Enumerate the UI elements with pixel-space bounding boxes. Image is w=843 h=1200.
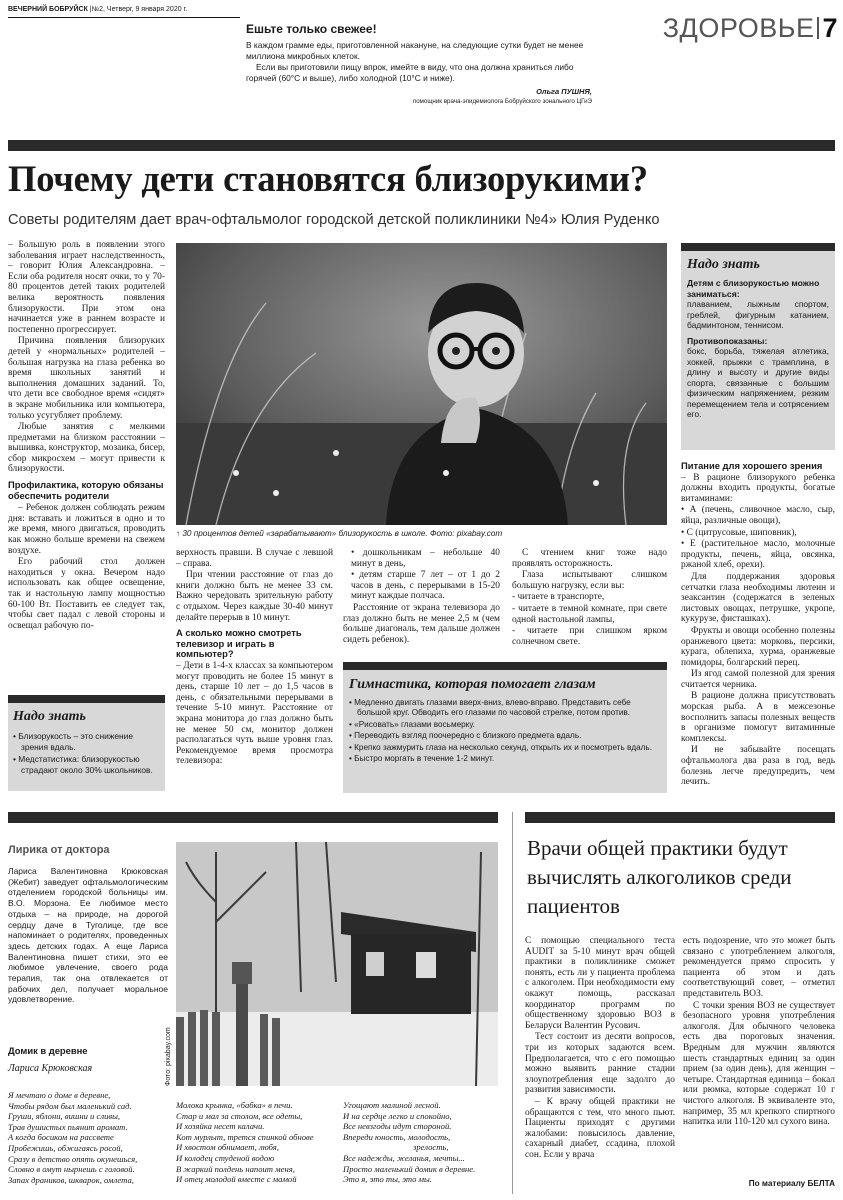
- box-rule: [8, 695, 165, 703]
- poem-line: А когда босиком на рассвете: [8, 1132, 114, 1143]
- poem-author: Лариса Крюковская: [8, 1063, 93, 1074]
- subheading: Питание для хорошего зрения: [681, 460, 823, 471]
- subheading: А сколько можно смотреть телевизор и играть в компьютер?: [176, 627, 302, 660]
- article2-column-2: [683, 936, 835, 1172]
- lyric-intro: Лариса Валентиновна Крюковская (Жебит) заведует офтальмологическим отделением городской больницы им. В.О. Морзона. Ее любимое место отдыха – на природе, на дорогой сердцу даче в Туголице, где все напоминает о родителях, проведенных здесь детских годах. А еще Лариса Валентиновна пишет стихи, это ее любимое увлечение, своего рода терапия, так она отвлекается от рабочих дел, получает моральное удовлетворение.: [8, 866, 168, 1005]
- tip-box: [246, 22, 592, 122]
- article-column-1: [8, 240, 165, 631]
- tip-author: Ольга ПУШНЯ,: [536, 87, 592, 96]
- poem-line: И хвостом обнимает, любя,: [176, 1142, 279, 1153]
- article-title: Почему дети становятся близорукими?: [8, 158, 648, 199]
- paragraph: Его рабочий стол должен находиться у окна. Вечером надо использовать как общее освещение, так и настольную лампу мощностью 60-100 Вт. Поставить ее следует так, чтобы свет падал с левой стороны и освещал рабочую по-: [8, 557, 165, 631]
- child-photo: [176, 243, 667, 525]
- article-subtitle: Советы родителям дает врач-офтальмолог городской детской поликлиники №4» Юлия Руденко: [8, 212, 660, 228]
- list-item: • А (печень, сливочное масло, сыр, яйца, различные овощи),: [681, 505, 835, 526]
- poem-stanza-1: [8, 1090, 168, 1194]
- section-title: [660, 12, 838, 44]
- paragraph: – К врачу общей практики не обращаются с тем, что много пьют. Пациенты приходят с другими жалобами: повысилось давление, сахарный диабет, ссадина, плохой сон. Если у врача: [525, 1096, 675, 1160]
- house-photo: [176, 842, 498, 1086]
- paper-name: ВЕЧЕРНИЙ БОБРУЙСК: [8, 6, 88, 13]
- paragraph: Причина появления близоруких детей у «нормальных» родителей – большая нагрузка на глаза ребенка во время школьных занятий и выполнения домашних заданий. То, что дети все свободное время «сидят» в экране мобильника или компьютера, только усугубляет проблему.: [8, 336, 165, 421]
- nutrition-column: [681, 461, 835, 796]
- poem-line: Это я, это ты, это мы.: [343, 1174, 433, 1185]
- poem-line: В жаркий полдень напоит меня,: [176, 1163, 295, 1174]
- paragraph: Любые занятия с мелкими предметами на близком расстоянии – вышивка, конструктор, мозаика, бисер, сбор микросхем – могут привести к близорукости.: [8, 422, 165, 475]
- article2-source: По материалу БЕЛТА: [748, 1179, 835, 1188]
- know-subheading: Противопоказаны:: [687, 335, 768, 346]
- list-item: • дошкольникам – небольше 40 минут в день,: [351, 548, 500, 569]
- poem-line: зрелость,: [413, 1142, 449, 1153]
- list-item: - читаете в темной комнате, при свете одной настольной лампы,: [512, 603, 667, 625]
- list-item: • детям старше 7 лет – от 1 до 2 часов в день, с перерывами в 15-20 минут каждые полчаса.: [351, 570, 500, 602]
- paragraph: Расстояние от экрана телевизора до глаз должно быть не менее 2,5 м (чем больше диагональ, тем дальше должен сидеть ребенок).: [343, 602, 500, 645]
- poem-line: Просто маленький домик в деревне.: [343, 1163, 476, 1174]
- know-text: бокс, борьба, тяжелая атлетика, хоккей, прыжки с трамплина, в длину и высоту и другие виды спорта, связанные с большим физическим напряжением, резким перемещением тела и сотрясением его.: [687, 346, 829, 419]
- paragraph: есть подозрение, что это может быть связано с употреблением алкоголя, рекомендуется прямо спросить у пациента об этом и дать соответствующий совет, – отметил представитель ВОЗ.: [683, 936, 835, 999]
- section-name: ЗДОРОВЬЕ: [662, 13, 815, 43]
- know-box-title: Надо знать: [687, 257, 760, 272]
- article-column-3: [343, 548, 500, 658]
- poem-line: Стар и мал за столом, все одеты,: [176, 1110, 303, 1121]
- poem-line: И хозяйка несет калачи.: [176, 1121, 265, 1132]
- lyric-rule: [8, 812, 498, 823]
- poem-line: Впереди юность, молодость,: [343, 1131, 451, 1142]
- photo-illustration: [176, 243, 667, 525]
- poem-line: Кот мурлыт, трется спинкой обнове: [176, 1131, 314, 1142]
- paragraph: – В рационе близорукого ребенка должны входить продукты, богатые витаминами:: [681, 472, 835, 504]
- paragraph: При чтении расстояние от глаз до книги должно быть не менее 33 см. Важно чередовать зрительную работу с отдыхом. Через каждые 30-40 минут делайте перерыв в 10 минут.: [176, 570, 333, 623]
- paragraph: Фрукты и овощи особенно полезны оранжевого цвета: морковь, персики, курага, облепиха, хурма, оранжевые помидоры, болгарский перец.: [681, 625, 835, 668]
- article-column-2: [176, 548, 333, 793]
- paragraph: Из ягод самой полезной для зрения считается черника.: [681, 669, 835, 690]
- paragraph: Глаза испытывают слишком большую нагрузку, если вы:: [512, 570, 667, 591]
- list-item: • Е (растительное масло, молочные продукты, печень, яйца, овсянка, ржаной хлеб, орехи).: [681, 539, 835, 571]
- paragraph: – Дети в 1-4-х классах за компьютером могут проводить не более 15 минут в день, старше 10 лет – до 1,5 часов в день, с обязательными перерывами в течение 5-10 минут. Расстояние от экрана монитора до глаз должно быть не менее 50 см, монитор должен располагаться чуть выше уровня глаз. Рекомендуемое время просмотра телевизора:: [176, 660, 333, 767]
- know-item: • Близорукость – это снижение зрения вдаль.: [13, 731, 134, 752]
- know-box-title: Надо знать: [13, 709, 86, 724]
- top-rule: [8, 140, 835, 151]
- paragraph: С помощью специального теста AUDIT за 5-10 минут врач общей практики в поликлинике сможет понять, есть ли у пациента проблема с алкоголем. При необходимости ему окажут помощь, рассказал координатор программ по общественному здоровью ВОЗ в Беларуси Валентин Русович.: [525, 936, 675, 1031]
- know-text: плаванием, лыжным спортом, греблей, фигурным катанием, бадминтоном, теннисом.: [687, 299, 829, 330]
- photo-caption: ↑ 30 процентов детей «зарабатывают» близорукость в школе. Фото: pixabay.com: [176, 529, 503, 538]
- poem-line: Груши, яблони, вишни и сливы,: [8, 1111, 121, 1122]
- box-rule: [681, 243, 835, 251]
- paragraph: Для поддержания здоровья сетчатки глаза необходимы лютеин и зеаксантин (содержатся в зеленых листовых овощах, петрушке, укропе, кукурузе, фисташках).: [681, 571, 835, 625]
- box-rule: [343, 662, 667, 670]
- poem-line: Все невзгоды идут стороной.: [343, 1121, 452, 1132]
- poem-stanza-2: [176, 1100, 336, 1194]
- poem-line: Чтобы рядом был маленький сад.: [8, 1100, 132, 1111]
- poem-line: Пробежишь, обжигаясь росой,: [8, 1142, 123, 1153]
- paragraph: верхность правши. В случае с левшой – справа.: [176, 548, 333, 569]
- paragraph: – Большую роль в появлении этого заболевания играет наследственность, – говорит Юлия Александровна. – Если оба родителя носят очки, то у 70-80 процентов детей таких родителей велика вероятность появления близорукости. При этом она начинается уже в раннем возрасте и постепенно прогрессирует.: [8, 240, 165, 335]
- article2-column-1: [525, 936, 675, 1188]
- photo-credit-text: Фото: pixabay.com: [165, 1027, 172, 1086]
- article2-title: Врачи общей практики будут вычислять алкоголиков среди пациентов: [527, 836, 792, 918]
- article2-rule: [525, 812, 835, 823]
- tip-text-2: Если вы приготовили пищу впрок, имейте в виду, что она должна храниться либо горячей (60°С и выше), либо холодной (10°С и ниже).: [246, 62, 574, 83]
- paragraph: И не забывайте посещать офтальмолога два раза в год, ведь болезнь легче предупредить, чем лечить.: [681, 745, 835, 788]
- poem-line: И на сердце легко и спокойно,: [343, 1110, 452, 1121]
- paragraph: – Ребенок должен соблюдать режим дня: вставать и ложиться в одно и то же время, много двигаться, проводить как можно больше времени на свежем воздухе.: [8, 503, 165, 556]
- poem-line: Запах драников, шкварок, омлета,: [8, 1174, 134, 1185]
- issue-info: |№2, Четверг, 9 января 2020 г.: [89, 6, 188, 13]
- poem-line: Сразу в детство опять окунешься,: [8, 1153, 138, 1164]
- page-number: 7: [822, 13, 838, 43]
- poem-line: И отец молодой вместе с мамой: [176, 1174, 297, 1185]
- gym-item: • Крепко зажмурить глаза на несколько секунд, открыть их и посмотреть вдаль.: [349, 742, 652, 752]
- tip-author-role: помощник врача-эпидемиолога Бобруйского зонального ЦГиЭ: [412, 98, 592, 105]
- poem-line: Я мечтаю о доме в деревне,: [8, 1090, 111, 1100]
- gym-item: • Быстро моргать в течение 1-2 минут.: [349, 754, 495, 764]
- poem-line: Трав душистых пьянит аромат.: [8, 1121, 128, 1132]
- poem-line: Словно в омут нырнешь с головой.: [8, 1164, 135, 1175]
- tip-text-1: В каждом грамме еды, приготовленной накануне, на следующие сутки будет не менее миллиона микробных клеток.: [246, 40, 584, 61]
- article-column-4: [512, 548, 667, 658]
- photo-illustration: [176, 842, 498, 1086]
- poem-line: Угощают малиной лесной.: [343, 1100, 441, 1110]
- list-item: • С (цитрусовые, шиповник),: [681, 527, 797, 538]
- poem-line: И колодец студеной водою: [176, 1152, 275, 1163]
- know-box-left: [8, 695, 165, 791]
- list-item: - читаете в транспорте,: [512, 592, 605, 603]
- list-item: - читаете при слишком ярком солнечном свете.: [512, 626, 667, 647]
- know-item: • Медстатистика: близорукостью страдают около 30% школьников.: [13, 754, 153, 775]
- poem-line: Все надежды, желанья, мечты...: [343, 1152, 465, 1163]
- gym-item: • Переводить взгляд поочередно с близкого предмета вдаль.: [349, 731, 582, 741]
- poem-line: Молока крынка, «бабка» в печи.: [176, 1100, 293, 1110]
- paragraph: Тест состоит из десяти вопросов, три из которых задаются всем. Предполагается, что с его помощью можно выявить ранние стадии злоупотребления еще задолго до развития зависимости.: [525, 1032, 675, 1096]
- know-subheading: Детям с близорукостью можно заниматься:: [687, 278, 820, 299]
- gymnastics-title: Гимнастика, которая помогает глазам: [349, 677, 596, 692]
- know-box-right: [681, 243, 835, 450]
- gym-item: • «Рисовать» глазами восьмерку.: [349, 719, 475, 729]
- gym-item: • Медленно двигать глазами вверх-вниз, влево-вправо. Представить себе большой круг. Обводить его глазами по часовой стрелке, потом против.: [349, 698, 631, 718]
- lyric-rubric: Лирика от доктора: [8, 844, 110, 856]
- paragraph: С точки зрения ВОЗ не существует безопасного уровня употребления алкоголя. Для обычного человека есть два пороговых значения. Вредным для мужчин являются шесть стандартных единиц за один прием (за один день), для женщин – четыре. Стандартная единица – бокал или рюмка, которые содержат 10 г чистого алкоголя. В эквиваленте это, например, 35 мл крепкого спиртного напитка или 110-120 мл сухого вина.: [683, 1000, 835, 1128]
- tip-title: Ешьте только свежее!: [246, 22, 377, 36]
- poem-stanza-3: [343, 1100, 503, 1194]
- poem-title: Домик в деревне: [8, 1045, 88, 1056]
- masthead-rule: [8, 17, 240, 18]
- section-divider: [512, 812, 513, 1194]
- gymnastics-box: [343, 662, 667, 793]
- paragraph: С чтением книг тоже надо проявлять осторожность.: [512, 548, 667, 569]
- paragraph: В рационе должна присутствовать морская рыба. А в межсезонье восполнить запасы полезных веществ в организме помогут витаминные комплексы.: [681, 691, 835, 744]
- photo-credit: [162, 1012, 176, 1086]
- subheading: Профилактика, которую обязаны обеспечить родители: [8, 479, 164, 501]
